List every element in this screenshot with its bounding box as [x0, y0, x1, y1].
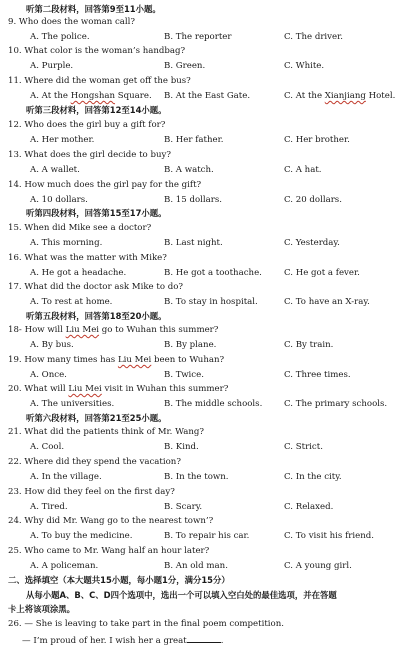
section-heading-6: 听第六段材料，回答第21至25小题。 — [26, 413, 167, 423]
part-two-title: 二、选择填空（本大题共15小题，每小题1分，满分15分） — [8, 575, 230, 585]
option-text: C. At the — [284, 91, 325, 101]
option-a: A. Tired. — [30, 502, 68, 512]
question-11: 11. Where did the woman get off the bus? — [8, 76, 191, 86]
option-b: B. Her father. — [164, 135, 224, 145]
question-14: 14. How much does the girl pay for the gift? — [8, 180, 202, 190]
option-b: B. 15 dollars. — [164, 195, 222, 205]
option-b: B. A watch. — [164, 165, 214, 175]
question-12: 12. Who does the girl buy a gift for? — [8, 120, 166, 130]
option-c: C. A hat. — [284, 165, 322, 175]
section-heading-5: 听第五段材料，回答第18至20小题。 — [26, 311, 167, 321]
question-text: 18- How will — [8, 325, 66, 335]
option-b: B. By plane. — [164, 340, 217, 350]
option-b: B. Kind. — [164, 442, 199, 452]
question-text: go to Wuhan this summer? — [99, 325, 219, 335]
part-two-instructions-line2: 卡上将该项涂黑。 — [8, 604, 75, 614]
option-b: B. An old man. — [164, 561, 228, 571]
question-18 — [8, 324, 403, 336]
option-c: C. In the city. — [284, 472, 342, 482]
option-c: C. 20 dollars. — [284, 195, 342, 205]
question-text: 20. What will — [8, 384, 69, 394]
proper-noun-liu-mei: Liu Mei — [117, 355, 152, 365]
option-a: A. In the village. — [30, 472, 102, 482]
option-c: C. The driver. — [284, 32, 344, 42]
proper-noun-xianjiang: Xianjiang — [324, 91, 366, 101]
option-b: B. To repair his car. — [164, 531, 250, 541]
option-text: Hotel. — [365, 91, 396, 101]
option-b: B. At the East Gate. — [164, 91, 251, 101]
proper-noun-hongshan: Hongshan — [70, 91, 116, 101]
option-c: C. Relaxed. — [284, 502, 334, 512]
option-a: A. A policeman. — [30, 561, 99, 571]
question-10: 10. What color is the woman’s handbag? — [8, 46, 186, 56]
option-a: A. By bus. — [30, 340, 74, 350]
option-a: A. To rest at home. — [30, 297, 113, 307]
option-c: C. Three times. — [284, 370, 351, 380]
option-c: C. The primary schools. — [284, 399, 388, 409]
proper-noun-liu-mei: Liu Mei — [68, 384, 102, 394]
part-two-instructions-line1: 从每小题A、B、C、D四个选项中，选出一个可以填入空白处的最佳选项，并在答题 — [26, 590, 337, 600]
section-heading-2: 听第二段材料，回答第9至11小题。 — [26, 4, 161, 14]
option-b: B. Scary. — [164, 502, 203, 512]
question-text: — I’m proud of her. I wish her a great — [22, 636, 187, 646]
question-text: . — [220, 636, 224, 646]
option-text: A. At the — [30, 91, 71, 101]
question-text: 19. How many times has — [8, 355, 118, 365]
option-c: C. By train. — [284, 340, 334, 350]
option-b: B. The middle schools. — [164, 399, 263, 409]
option-c: C. Her brother. — [284, 135, 350, 145]
section-heading-3: 听第三段材料，回答第12至14小题。 — [26, 105, 167, 115]
option-a: A. 10 dollars. — [30, 195, 88, 205]
option-b: B. Twice. — [164, 370, 204, 380]
option-a — [30, 90, 152, 102]
answer-blank — [187, 633, 221, 643]
option-c: C. To have an X-ray. — [284, 297, 370, 307]
proper-noun-liu-mei: Liu Mei — [65, 325, 100, 335]
question-19 — [8, 354, 403, 366]
section-heading-4: 听第四段材料，回答第15至17小题。 — [26, 208, 167, 218]
option-b: B. The reporter — [164, 32, 232, 42]
option-b: B. He got a toothache. — [164, 268, 262, 278]
option-a: A. Purple. — [30, 61, 74, 71]
option-b: B. Last night. — [164, 238, 223, 248]
option-a: A. A wallet. — [30, 165, 80, 175]
question-15: 15. When did Mike see a doctor? — [8, 223, 152, 233]
option-a: A. Once. — [30, 370, 67, 380]
question-17: 17. What did the doctor ask Mike to do? — [8, 282, 184, 292]
question-16: 16. What was the matter with Mike? — [8, 253, 167, 263]
option-a: A. To buy the medicine. — [30, 531, 133, 541]
option-a: A. Her mother. — [30, 135, 95, 145]
option-a: A. The universities. — [30, 399, 115, 409]
option-c: C. Yesterday. — [284, 238, 340, 248]
option-a: A. The police. — [30, 32, 90, 42]
option-c: C. He got a fever. — [284, 268, 360, 278]
question-22: 22. Where did they spend the vacation? — [8, 457, 181, 467]
option-a: A. Cool. — [30, 442, 65, 452]
option-c: C. Strict. — [284, 442, 323, 452]
option-c: C. To visit his friend. — [284, 531, 374, 541]
option-c: C. White. — [284, 61, 325, 71]
option-a: A. This morning. — [30, 238, 103, 248]
question-text: visit in Wuhan this summer? — [101, 384, 229, 394]
question-21: 21. What did the patients think of Mr. Wang? — [8, 427, 204, 437]
question-23: 23. How did they feel on the first day? — [8, 487, 175, 497]
question-text: been to Wuhan? — [151, 355, 225, 365]
question-9: 9. Who does the woman call? — [8, 17, 136, 27]
question-26-line2 — [22, 633, 403, 647]
option-b: B. Green. — [164, 61, 206, 71]
question-24: 24. Why did Mr. Wang go to the nearest town’? — [8, 516, 214, 526]
question-13: 13. What does the girl decide to buy? — [8, 150, 171, 160]
option-c — [284, 90, 395, 102]
option-c: C. A young girl. — [284, 561, 352, 571]
option-b: B. In the town. — [164, 472, 229, 482]
question-26-line1: 26. — She is leaving to take part in the final poem competition. — [8, 619, 284, 629]
option-text: Square. — [115, 91, 152, 101]
option-a: A. He got a headache. — [30, 268, 127, 278]
question-25: 25. Who came to Mr. Wang half an hour later? — [8, 546, 210, 556]
question-20 — [8, 383, 403, 395]
option-b: B. To stay in hospital. — [164, 297, 258, 307]
